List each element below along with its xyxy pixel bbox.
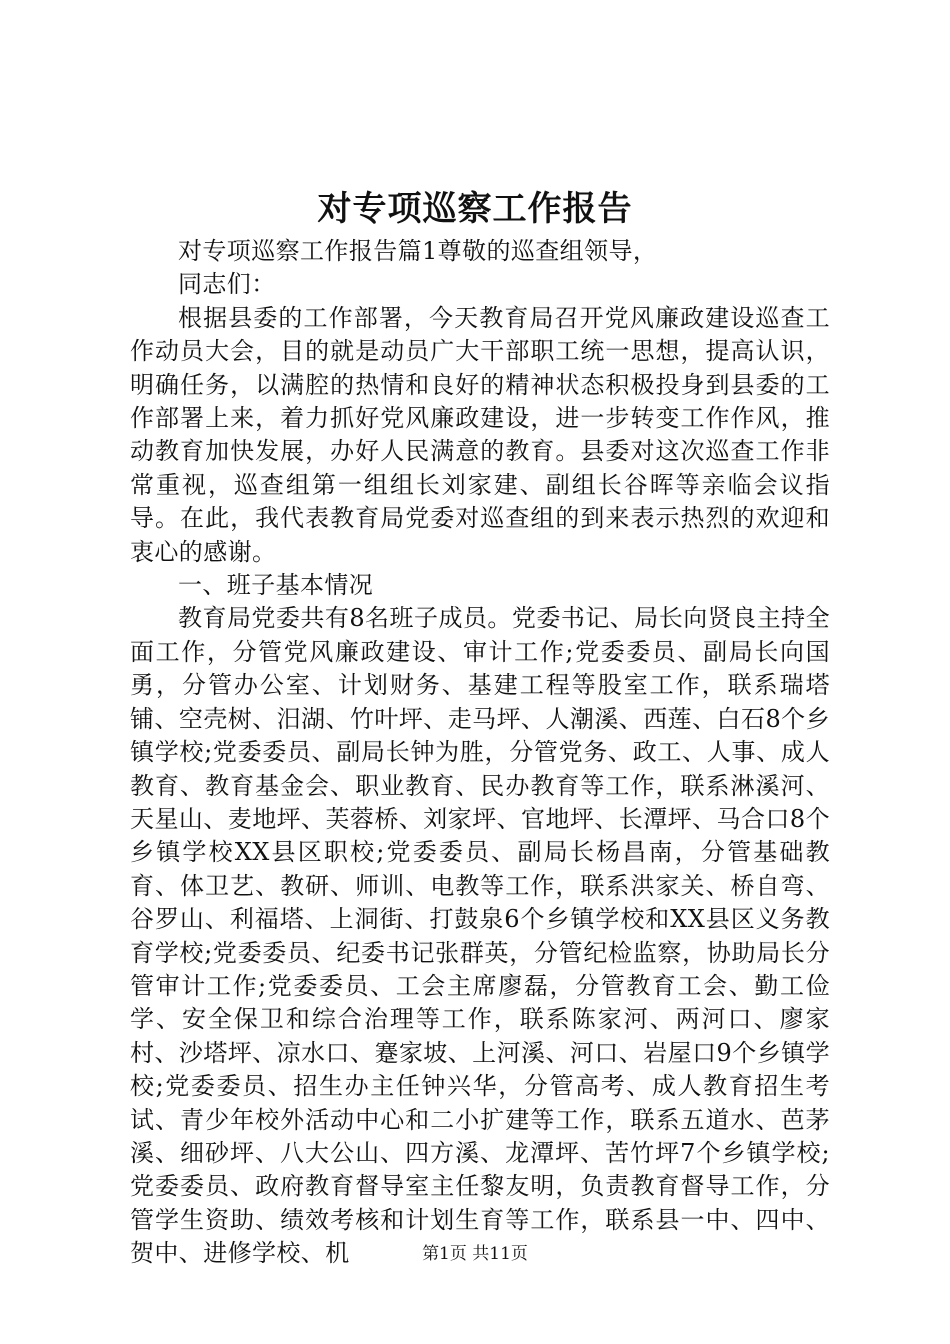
document-body <box>130 235 830 1271</box>
paragraph-salutation: 对专项巡察工作报告篇1尊敬的巡查组领导， <box>178 237 658 265</box>
page-number: 第1页 共11页 <box>422 1244 528 1264</box>
paragraph-intro: 根据县委的工作部署，今天教育局召开党风廉政建设巡查工作动员大会，目的就是动员广大干部职工统一思想，提高认识，明确任务，以满腔的热情和良好的精神状态积极投身到县委的工作部署上来，着力抓好党风廉政建设，进一步转变工作作风，推动教育加快发展，办好人民满意的教育。县委对这次巡查工作非常重视，巡查组第一组组长刘家建、副组长谷晖等亲临会议指导。在此，我代表教育局党委对巡查组的到来表示热烈的欢迎和衷心的感谢。 <box>130 303 830 566</box>
section-heading: 一、班子基本情况 <box>178 571 374 600</box>
document-title: 对专项巡察工作报告 <box>317 189 633 229</box>
paragraph-team-overview: 教育局党委共有8名班子成员。党委书记、局长向贤良主持全面工作，分管党风廉政建设、审计工作;党委委员、副局长向国勇，分管办公室、计划财务、基建工程等股室工作，联系瑞塔铺、空壳树、汨湖、竹叶坪、走马坪、人潮溪、西莲、白石8个乡镇学校;党委委员、副局长钟为胜，分管党务、政工、人事、成人教育、教育基金会、职业教育、民办教育等工作，联系淋溪河、天星山、麦地坪、芙蓉桥、刘家坪、官地坪、长潭坪、马合口8个乡镇学校XX县区职校;党委委员、副局长杨昌南，分管基础教育、体卫艺、教研、师训、电教等工作，联系洪家关、桥自弯、谷罗山、利福塔、上洞街、打鼓泉6个乡镇学校和XX县区义务教育学校;党委委员、纪委书记张群英，分管纪检监察，协助局长分管审计工作;党委委员、工会主席廖磊，分管教育工会、勤工俭学、安全保卫和综合治理等工作，联系陈家河、两河口、廖家村、沙塔坪、凉水口、蹇家坡、上河溪、河口、岩屋口9个乡镇学校;党委委员、招生办主任钟兴华，分管高考、成人教育招生考试、青少年校外活动中心和二小扩建等工作，联系五道水、芭茅溪、细砂坪、八大公山、四方溪、龙潭坪、苦竹坪7个乡镇学校;党委委员、政府教育督导室主任黎友明，负责教育督导工作，分管学生资助、绩效考核和计划生育等工作，联系县一中、四中、贺中、进修学校、机 <box>130 604 830 1268</box>
paragraph-greeting: 同志们： <box>178 270 276 299</box>
